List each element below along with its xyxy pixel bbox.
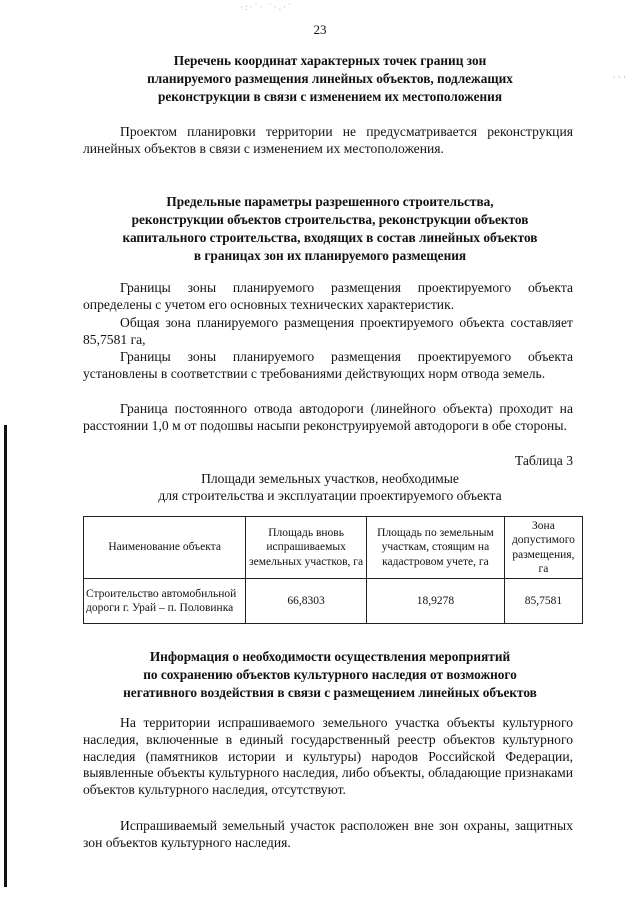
- section2-paragraph: Границы зоны планируемого размещения проектируемого объекта установлены в соответствии с требованиями действующих норм отвода земель.: [83, 349, 573, 381]
- cell-object-name: Строительство автомобильной дороги г. Урай – п. Половинка: [84, 579, 246, 624]
- section2-heading-line: в границах зон их планируемого размещения: [193, 248, 467, 263]
- scan-edge-dots: · · ·: [612, 72, 626, 82]
- section2-paragraph: Общая зона планируемого размещения проектируемого объекта составляет 85,7581 га,: [83, 315, 573, 347]
- section1-heading: [60, 52, 600, 106]
- cell-allowed-zone: 85,7581: [504, 579, 582, 624]
- header-cadastral-area: Площадь по земельным участкам, стоящим на кадастровом учете, га: [366, 517, 504, 579]
- section3-paragraph: Испрашиваемый земельный участок расположен вне зон охраны, защитных зон объектов культурного наследия.: [83, 818, 573, 850]
- table-row: [84, 579, 583, 624]
- header-new-area: Площадь вновь испрашиваемых земельных участков, га: [246, 517, 367, 579]
- section3-heading: [60, 648, 600, 702]
- section3-paragraph: На территории испрашиваемого земельного участка объекты культурного наследия, включенные в единый государственный реестр объектов культурного наследия (памятников истории и культуры) народов Российской Федерации, выявленные объекты культурного наследия, либо объекты, обладающие признаками объектов культурного наследия, отсутствуют.: [83, 715, 573, 798]
- section1-heading-line: планируемого размещения линейных объектов, подлежащих: [147, 71, 513, 86]
- section2-heading-line: реконструкции объектов строительства, реконструкции объектов: [131, 212, 529, 227]
- section3-heading-line: Информация о необходимости осуществления мероприятий: [149, 649, 511, 664]
- section1-heading-line: реконструкции в связи с изменением их местоположения: [157, 89, 503, 104]
- section2-heading: [60, 193, 600, 265]
- cell-cadastral-area: 18,9278: [366, 579, 504, 624]
- table-caption: [60, 470, 600, 504]
- section2-paragraph: Граница постоянного отвода автодороги (линейного объекта) проходит на расстоянии 1,0 м от подошвы насыпи реконструируемой автодороги в обе стороны.: [83, 401, 573, 433]
- header-object-name: Наименование объекта: [84, 517, 246, 579]
- table-label: Таблица 3: [514, 453, 573, 468]
- section3-heading-line: негативного воздействия в связи с размещением линейных объектов: [123, 685, 537, 700]
- section2-heading-line: Предельные параметры разрешенного строительства,: [166, 194, 494, 209]
- cell-new-area: 66,8303: [246, 579, 367, 624]
- page-number: 23: [313, 22, 327, 37]
- section2-heading-line: капитального строительства, входящих в состав линейных объектов: [122, 230, 538, 245]
- table-caption-line: для строительства и эксплуатации проектируемого объекта: [158, 488, 502, 503]
- scan-artifact-marks: ·:·˙· ˙·.·˙: [240, 2, 293, 12]
- section1-heading-line: Перечень координат характерных точек границ зон: [173, 53, 487, 68]
- scan-margin-rule: [4, 425, 7, 887]
- section2-paragraph: Границы зоны планируемого размещения проектируемого объекта определены с учетом его основных технических характеристик.: [83, 280, 573, 312]
- section3-heading-line: по сохранению объектов культурного наследия от возможного: [143, 667, 517, 682]
- header-allowed-zone: Зона допустимого размещения, га: [504, 517, 582, 579]
- table-caption-line: Площади земельных участков, необходимые: [201, 471, 459, 486]
- section1-paragraph: Проектом планировки территории не предусматривается реконструкция линейных объектов в связи с изменением их местоположения.: [83, 124, 573, 156]
- land-area-table: [83, 516, 583, 624]
- table-header-row: [84, 517, 583, 579]
